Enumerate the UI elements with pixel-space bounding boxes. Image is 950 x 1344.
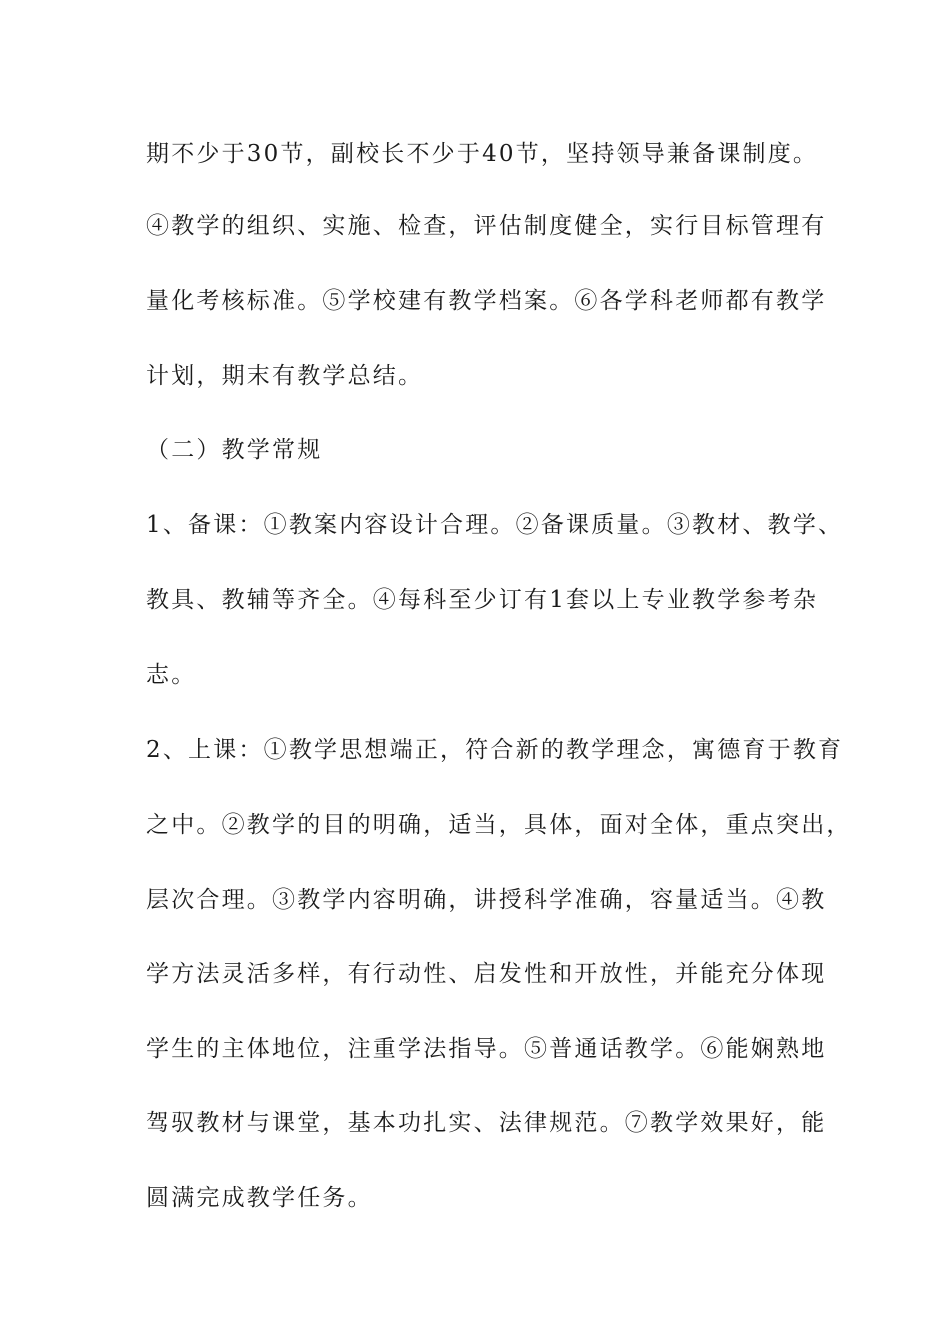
- text-line: 之中。②教学的目的明确，适当，具体，面对全体，重点突出，: [146, 812, 852, 838]
- text-line: 1、备课：①教案内容设计合理。②备课质量。③教材、教学、: [146, 512, 844, 538]
- text-line: 圆满完成教学任务。: [146, 1185, 373, 1211]
- text-line: 驾驭教材与课堂，基本功扎实、法律规范。⑦教学效果好，能: [146, 1110, 827, 1136]
- text-line: 层次合理。③教学内容明确，讲授科学准确，容量适当。④教: [146, 887, 827, 913]
- text-line: 计划，期末有教学总结。: [146, 363, 424, 389]
- text-line: 学方法灵活多样，有行动性、启发性和开放性，并能充分体现: [146, 961, 827, 987]
- text-line: 期不少于30节，副校长不少于40节，坚持领导兼备课制度。: [146, 141, 819, 167]
- text-line: 志。: [146, 662, 197, 688]
- text-line: 学生的主体地位，注重学法指导。⑤普通话教学。⑥能娴熟地: [146, 1036, 827, 1062]
- text-line: 2、上课：①教学思想端正，符合新的教学理念，寓德育于教育: [146, 737, 844, 763]
- text-line: 教具、教辅等齐全。④每科至少订有1套以上专业教学参考杂: [146, 587, 819, 613]
- text-line: ④教学的组织、实施、检查，评估制度健全，实行目标管理有: [146, 213, 827, 239]
- text-line: 量化考核标准。⑤学校建有教学档案。⑥各学科老师都有教学: [146, 288, 827, 314]
- section-heading: （二）教学常规: [146, 437, 323, 463]
